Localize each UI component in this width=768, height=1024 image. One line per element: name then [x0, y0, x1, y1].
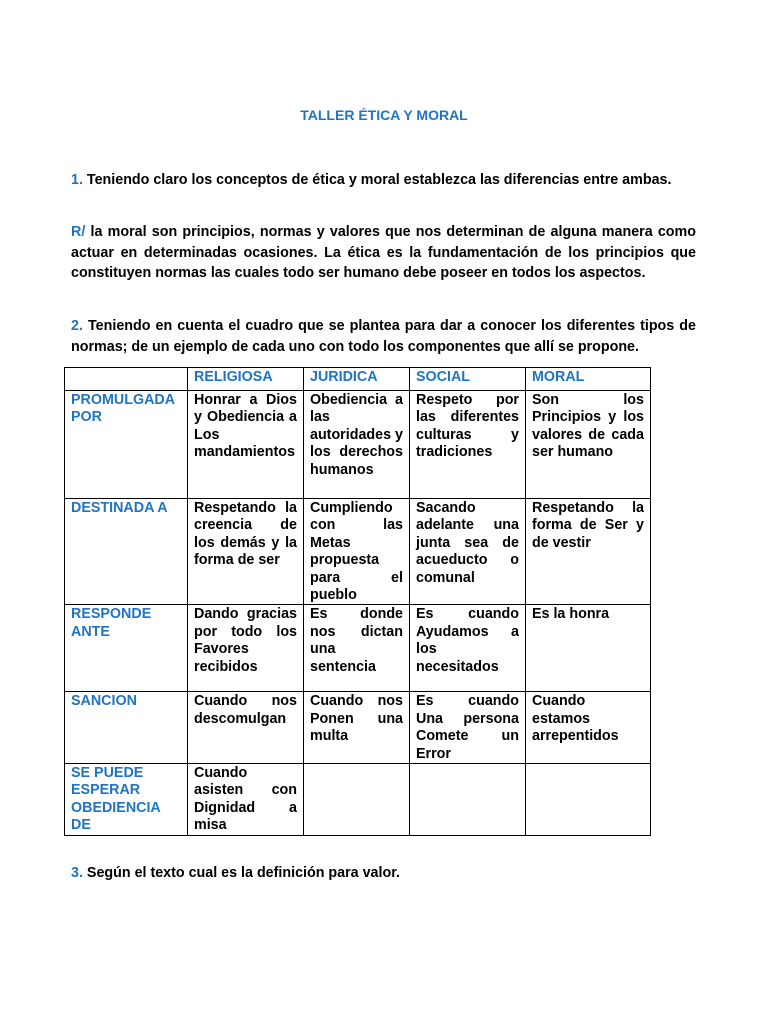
table-cell: [526, 764, 651, 836]
table-cell: Respetando la forma de Ser y de vestir: [526, 499, 651, 605]
table-cell: [410, 764, 526, 836]
row-label: PROMULGADA POR: [65, 391, 188, 499]
table-cell: Es la honra: [526, 605, 651, 692]
table-cell: Respetando la creencia de los demás y la forma de ser: [188, 499, 304, 605]
question-2-text: Teniendo en cuenta el cuadro que se plantea para dar a conocer los diferentes tipos de normas; de un ejemplo de cada uno con todo los componentes que allí se propone.: [71, 318, 696, 355]
table-cell: Cuando nos descomulgan: [188, 692, 304, 764]
question-1-number: 1.: [71, 172, 83, 188]
question-3: [71, 863, 696, 884]
table-cell: [304, 764, 410, 836]
table-cell: Cuando estamos arrepentidos: [526, 692, 651, 764]
table-row: [65, 499, 651, 605]
answer-text: la moral son principios, normas y valores que nos determinan de alguna manera como actuar en determinadas ocasiones. La ética es la fundamentación de los principios que constituyen normas las cuales todo ser humano debe poseer en todos los aspectos.: [71, 224, 696, 281]
table-cell: Cuando nos Ponen una multa: [304, 692, 410, 764]
row-label: SE PUEDE ESPERAR OBEDIENCIA DE: [65, 764, 188, 836]
question-3-number: 3.: [71, 865, 83, 881]
row-label: DESTINADA A: [65, 499, 188, 605]
table-header-cell: [65, 368, 188, 391]
table-row: [65, 605, 651, 692]
table-cell: Respeto por las diferentes culturas y tradiciones: [410, 391, 526, 499]
table-header-cell: MORAL: [526, 368, 651, 391]
table-header-cell: JURIDICA: [304, 368, 410, 391]
row-label: RESPONDE ANTE: [65, 605, 188, 692]
table-cell: Es cuando Ayudamos a los necesitados: [410, 605, 526, 692]
question-1-text: Teniendo claro los conceptos de ética y moral establezca las diferencias entre ambas.: [82, 172, 672, 188]
table-cell: Sacando adelante una junta sea de acueducto o comunal: [410, 499, 526, 605]
table-cell: Es cuando Una persona Comete un Error: [410, 692, 526, 764]
table-header-cell: SOCIAL: [410, 368, 526, 391]
table-cell: Dando gracias por todo los Favores recibidos: [188, 605, 304, 692]
table-cell: Es donde nos dictan una sentencia: [304, 605, 410, 692]
question-3-text: Según el texto cual es la definición para valor.: [82, 865, 400, 881]
question-2: [71, 316, 696, 357]
table-row: [65, 391, 651, 499]
row-label: SANCION: [65, 692, 188, 764]
answer-1: [71, 222, 696, 284]
table-row: [65, 692, 651, 764]
page-title: TALLER ÉTICA Y MORAL: [300, 107, 468, 123]
table-cell: Cumpliendo con las Metas propuesta para el pueblo: [304, 499, 410, 605]
table-cell: Honrar a Dios y Obediencia a Los mandamientos: [188, 391, 304, 499]
table-row: [65, 764, 651, 836]
table-cell: Obediencia a las autoridades y los derechos humanos: [304, 391, 410, 499]
answer-label: R/: [71, 224, 86, 240]
table-header-cell: RELIGIOSA: [188, 368, 304, 391]
norms-table: [64, 367, 651, 836]
question-2-number: 2.: [71, 318, 83, 334]
question-1: [71, 170, 696, 191]
table-cell: Cuando asisten con Dignidad a misa: [188, 764, 304, 836]
table-cell: Son los Principios y los valores de cada ser humano: [526, 391, 651, 499]
table-header-row: [65, 368, 651, 391]
